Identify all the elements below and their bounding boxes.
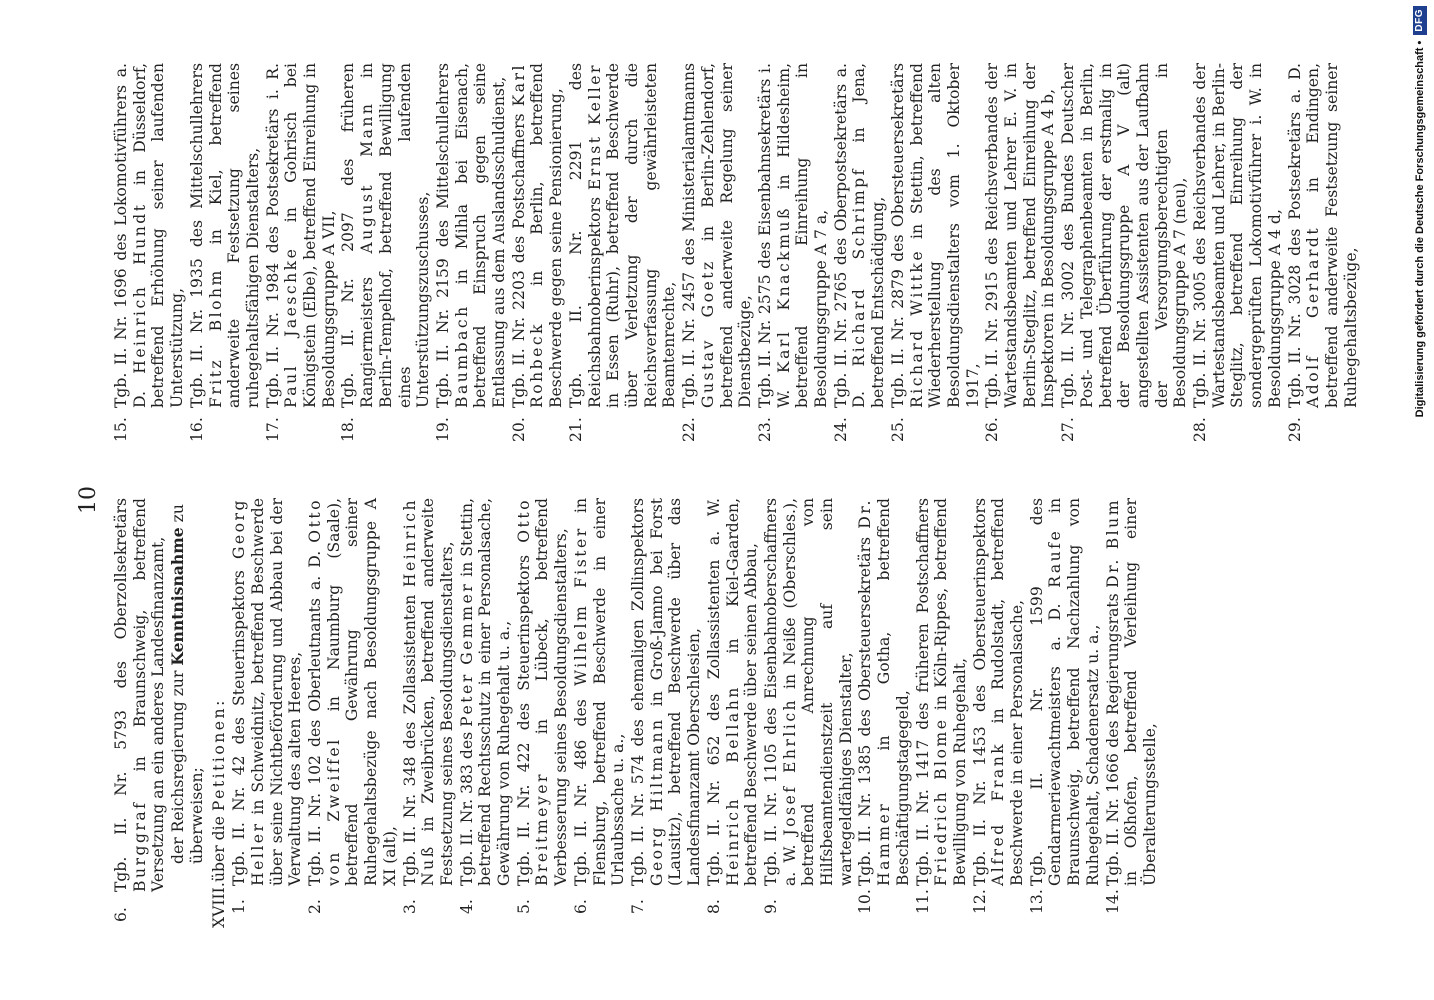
list-item: 28. Tgb. II. Nr. 3005 des Reichsverbandes der Wartestandsbeamten und Lehrer, in Berlin-Steglitz, betreffend Einreihung der sondergeprüften Lokomotivführer i. W. in Besoldungsgruppe A 4 d, bbox=[1191, 63, 1284, 442]
list-item: 15. Tgb. II. Nr. 1696 des Lokomotivführers a. D. Heinrich Hundt in Düsseldorf, betreffend Erhöhung seiner laufenden Unterstützung, bbox=[112, 63, 187, 442]
list-item: 26. Tgb. II. Nr. 2915 des Reichsverbandes der Wartestandsbeamten und Lehrer E. V. in Berlin-Steglitz, betreffend Einreihung der Inspektoren in Besoldungsgruppe A 4 b, bbox=[983, 63, 1058, 442]
item-number: 26. bbox=[983, 417, 1002, 442]
item-number: 15. bbox=[112, 417, 130, 442]
page-number: 10 bbox=[76, 486, 101, 514]
list-item: 2. Tgb. II. Nr. 102 des Oberleutnants a. D. Otto von Zweiffel in Naumburg (Saale), betreffend Gewährung seiner Ruhegehaltsbezüge nach Besoldungsgruppe A XI (alt), bbox=[306, 498, 399, 914]
petitioner-name: Peter Gemmer bbox=[457, 581, 476, 727]
section-title: Petitionen: bbox=[209, 698, 228, 812]
funding-sidebar bbox=[1410, 6, 1430, 996]
list-item: 20. Tgb. II. Nr. 2203 des Postschaffners Karl Rohbeck in Berlin, betreffend Beschwerde gegen seine Pensionierung, bbox=[509, 63, 566, 442]
petitioner-name: Burggraf bbox=[130, 800, 149, 892]
petitioner-name: Otto von Zweiffel bbox=[306, 498, 343, 886]
item-number: 21. bbox=[566, 417, 585, 442]
item-number: 6. bbox=[571, 899, 590, 914]
item-number: 3. bbox=[400, 899, 419, 914]
item-number: 13. bbox=[1027, 889, 1046, 914]
petitioner-name: Dr. Blum bbox=[1103, 498, 1122, 588]
item-number: 2. bbox=[306, 899, 325, 914]
list-item: 12. Tgb. II. Nr. 1453 des Obersteuerinspektors Alfred Frank in Rudolstadt, betreffend Beschwerde in einer Personalsache, bbox=[970, 498, 1027, 914]
item-number: 9. bbox=[761, 899, 780, 914]
list-item: 19. Tgb. II. Nr. 2159 des Mittelschullehrers Baumbach in Mihla bei Eisenach, betreffend Einspruch gegen seine Entlassung aus dem Auslandsschuldienst, bbox=[433, 63, 509, 442]
petitioner-name: August Mann bbox=[358, 101, 377, 254]
item-number: 7. bbox=[628, 899, 647, 914]
petitioner-name: Gustav Goetz bbox=[698, 259, 717, 408]
right-column bbox=[112, 63, 1361, 448]
item-number: 1. bbox=[230, 899, 249, 914]
item-number: 20. bbox=[509, 417, 528, 442]
list-item: 6. Tgb. II. Nr. 486 des Wilhelm Fister in Flensburg, betreffend Beschwerde in einer Urlaubssache u. a., bbox=[571, 498, 628, 914]
item-number: 19. bbox=[433, 417, 452, 442]
petitioner-name: Karl Rohbeck bbox=[509, 63, 547, 408]
petitioner-name: Heinrich Nuß bbox=[400, 498, 438, 886]
list-item: 23. Tgb. II. Nr. 2575 des Eisenbahnsekretärs i. W. Karl Knackmuß in Hildesheim, betreffend Einreihung in Besoldungsgruppe A 7 a, bbox=[755, 63, 831, 442]
petitioner-name: Heinrich Bellahn bbox=[723, 685, 742, 886]
item-number: 6. bbox=[112, 907, 130, 922]
petitioner-name: Richard Schrimpf bbox=[850, 167, 869, 367]
item-number: 16. bbox=[187, 417, 206, 442]
petitioner-name: Otto Breitmeyer bbox=[514, 498, 552, 886]
section-heading: XVIII. über die Petitionen: bbox=[209, 698, 228, 928]
petitioner-name: Friedrich Blome bbox=[932, 717, 951, 886]
petitioner-name: Fritz Blohm bbox=[206, 268, 225, 408]
item-number: 17. bbox=[263, 417, 282, 442]
section-number: XVIII. bbox=[209, 882, 228, 928]
petitioner-name: Adolf Gerhardt bbox=[1304, 225, 1323, 408]
petitioner-name: Ernst Keller bbox=[585, 63, 604, 191]
list-item: 22. Tgb. II. Nr. 2457 des Ministerialamtmanns Gustav Goetz in Berlin-Zehlendorf, betreffend anderweite Regelung seiner Dienstbezüge, bbox=[680, 62, 755, 442]
item-number: 4. bbox=[457, 899, 476, 914]
petitioner-name: Richard Wittke bbox=[907, 248, 926, 408]
petitioner-name: Raufe bbox=[1046, 528, 1065, 588]
list-item: 27. Tgb. II. Nr. 3002 des Bundes Deutscher Post- und Telegraphenbeamten in Berlin, betreffend Überführung der erstmalig in der Besoldungsgruppe A V (alt) angestellten Assistenten aus der Laufbahn der Versorgungsberechtigten in Besoldungsgruppe A 7 (neu), bbox=[1059, 63, 1190, 442]
item-number: 5. bbox=[514, 899, 533, 914]
petitioner-name: Georg Hiltmann bbox=[647, 717, 666, 886]
petitioner-name: Heinrich Hundt bbox=[130, 202, 149, 374]
item-number: 22. bbox=[680, 417, 699, 442]
list-item: 5. Tgb. II. Nr. 422 des Steuerinspektors Otto Breitmeyer in Lübeck, betreffend Verbesserung seines Besoldungsdienstalters, bbox=[514, 498, 571, 914]
list-item: 18. Tgb. II. Nr. 2097 des früheren Rangiermeisters August Mann in Berlin-Tempelhof, betreffend Bewilligung eines laufenden Unterstützungszuschusses, bbox=[339, 63, 433, 442]
list-item: 25. Tgb. II. Nr. 2879 des Obersteuersekretärs Richard Wittke in Stettin, betreffend Wiederherstellung des alten Besoldungsdienstalters vom 1. Oktober 1917, bbox=[888, 63, 982, 442]
petitioner-name: Josef Ehrlich bbox=[780, 697, 799, 836]
item-number: 24. bbox=[831, 417, 850, 442]
petition-list-left bbox=[230, 498, 1159, 928]
item-number: 14. bbox=[1103, 889, 1122, 914]
petitioner-name: Wilhelm Fister bbox=[571, 526, 590, 687]
petitioner-name: Paul Jaeschke bbox=[282, 246, 301, 408]
item-number: 8. bbox=[704, 899, 723, 914]
list-item: 3. Tgb. II. Nr. 348 des Zollassistenten Heinrich Nuß in Zweibrücken, betreffend anderweite Festsetzung seines Besoldungsdienstalters, bbox=[400, 498, 456, 914]
item-number: 25. bbox=[888, 417, 907, 442]
petitioner-name: Georg Heller bbox=[230, 498, 267, 886]
item-number: 29. bbox=[1285, 417, 1304, 442]
list-item: 6. Tgb. II. Nr. 5793 des Oberzollsekretärs Burggraf in Braunschweig, betreffend Versetzung an ein anderes Landesfinanzamt, bbox=[112, 498, 168, 922]
dfg-logo: DFG bbox=[1413, 6, 1427, 35]
left-column bbox=[112, 498, 1161, 928]
list-item: 17. Tgb. II. Nr. 1984 des Postsekretärs i. R. Paul Jaeschke in Gohrisch bei Königstein (Elbe), betreffend Einreihung in Besoldungsgruppe A VII, bbox=[263, 63, 338, 442]
list-item: 7. Tgb. II. Nr. 574 des ehemaligen Zollinspektors Georg Hiltmann in Groß-Jamno bei Forst (Lausitz), betreffend Beschwerde über das Landesfinanzamt Oberschlesien, bbox=[628, 498, 704, 914]
list-item: 10. Tgb. II. Nr. 1385 des Obersteuersekretärs Dr. Hammer in Gotha, betreffend Beschäftigungstagegeld, bbox=[856, 498, 912, 914]
list-item: 24. Tgb. II. Nr. 2765 des Oberpostsekretärs a. D. Richard Schrimpf in Jena, betreffend Entschädigung, bbox=[831, 63, 888, 442]
item-number: 18. bbox=[339, 417, 358, 442]
petition-list-right bbox=[112, 63, 1360, 448]
list-item: 16. Tgb. II. Nr. 1935 des Mittelschullehrers Fritz Blohm in Kiel, betreffend anderweite Festsetzung seines ruhegehaltsfähigen Dienstalters, bbox=[187, 63, 262, 442]
list-item: 29. Tgb. II. Nr. 3028 des Postsekretärs a. D. Adolf Gerhardt in Endingen, betreffend anderweite Festsetzung seiner Ruhegehaltsbezüge, bbox=[1285, 63, 1360, 442]
list-item: 1. Tgb. II. Nr. 42 des Steuerinspektors Georg Heller in Schweidnitz, betreffend Beschwerde über seine Nichtbeförderung und Abbau bei der Verwaltung des alten Heeres, bbox=[230, 498, 305, 914]
list-item: 9. Tgb. II. Nr. 1105 des Eisenbahnoberschaffners a. W. Josef Ehrlich in Neiße (Oberschles.), betreffend Anrechnung von Hilfsbeamtendienstzeit auf sein wartegeldfähiges Dienstalter, bbox=[761, 498, 855, 914]
petitioner-name: Alfred Frank bbox=[989, 741, 1008, 886]
list-item: 14. Tgb. II. Nr. 1666 des Regierungsrats Dr. Blum in Oßhofen, betreffend Verleihung einer Überalterungsstelle, bbox=[1103, 498, 1159, 914]
petitioner-name: Dr. Hammer bbox=[856, 498, 894, 886]
emphasis-word: Kenntnisnahme bbox=[168, 527, 188, 666]
item-number: 27. bbox=[1059, 417, 1078, 442]
list-item: 4. Tgb. II. Nr. 383 des Peter Gemmer in Stettin, betreffend Rechtsschutz in einer Personalsache, Gewährung von Ruhegehalt u. a., bbox=[457, 498, 514, 914]
list-item: 21. Tgb. II. Nr. 2291 des Reichsbahnoberinspektors Ernst Keller in Essen (Ruhr), betreffend Beschwerde über Verletzung der durch die Reichsverfassung gewährleisteten Beamtenrechte, bbox=[566, 63, 679, 442]
list-item: 11. Tgb. II. Nr. 1417 des früheren Postschaffners Friedrich Blome in Köln-Rippes, betreffend Bewilligung von Ruhegehalt, bbox=[913, 498, 969, 914]
item-number: 12. bbox=[970, 889, 989, 914]
item-number: 11. bbox=[913, 889, 932, 914]
funding-notice: Digitalisierung gefördert durch die Deutsche Forschungsgemeinschaft • bbox=[1414, 40, 1426, 418]
item-number: 23. bbox=[755, 417, 774, 442]
item-number: 10. bbox=[856, 889, 875, 914]
list-item: 13. Tgb. II. Nr. 1599 des Gendarmeriewachtmeisters a. D. Raufe in Braunschweig, betreffend Nachzahlung von Ruhegehalt, Schadenersatz u. a., bbox=[1027, 498, 1102, 914]
petitioner-name: Karl Knackmuß bbox=[774, 206, 793, 374]
item-number: 28. bbox=[1191, 417, 1210, 442]
resolution-text: der Reichsregierung zur Kenntnisnahme zu überweisen; bbox=[168, 504, 206, 864]
petitioner-name: Baumbach bbox=[452, 304, 471, 408]
list-item: 8. Tgb. II. Nr. 652 des Zollassistenten a. W. Heinrich Bellahn in Kiel-Gaarden, betreffend Beschwerde über seinen Abbau, bbox=[704, 497, 761, 914]
